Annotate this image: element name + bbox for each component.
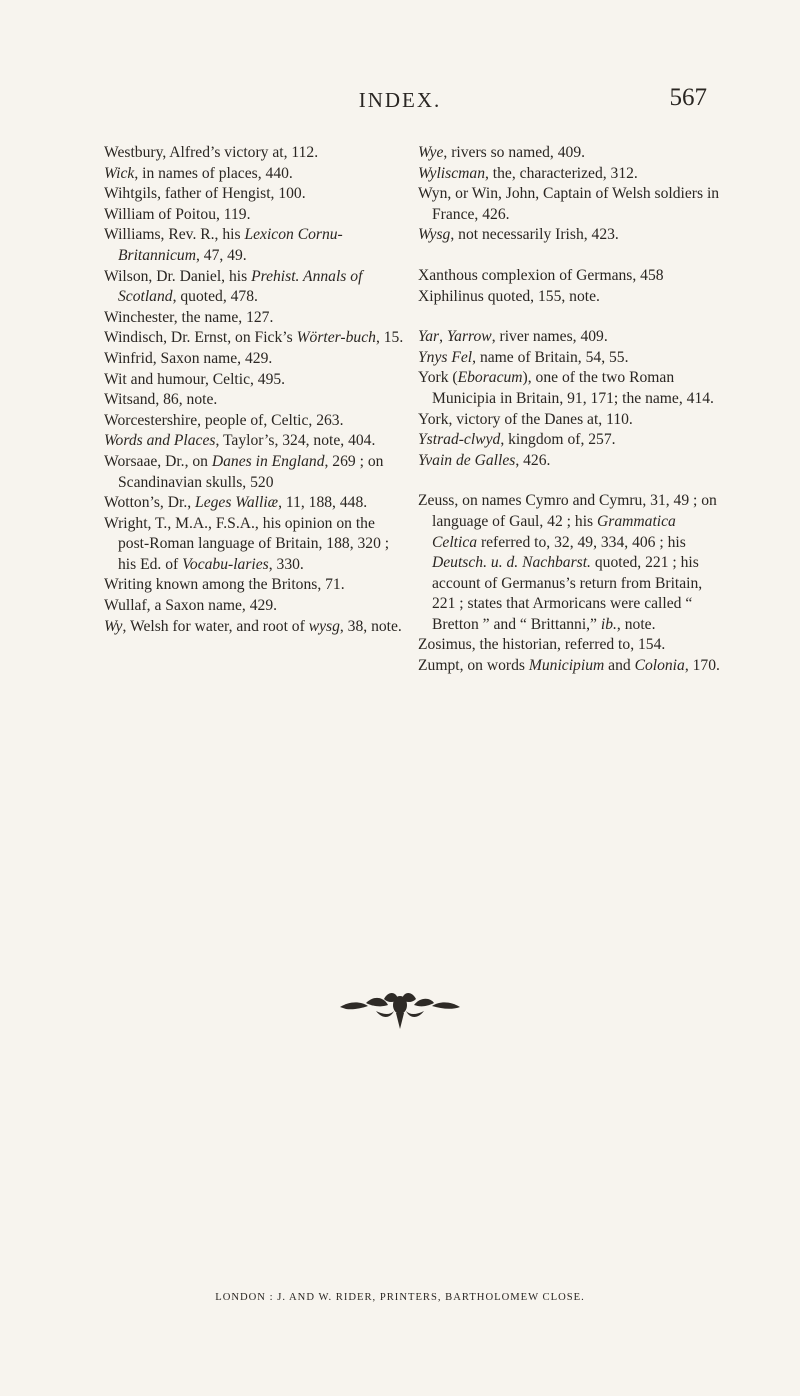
index-entry [418,430,720,451]
entry-text: Winfrid, Saxon name, 429. [104,349,273,367]
entry-text: Worcestershire, people of, Celtic, 263. [104,411,344,429]
entry-text: Wotton’s, Dr., [104,494,196,512]
entry-text: , name of Britain, 54, 55. [472,348,629,366]
entry-text: , 269 ; on Scandinavian skulls, 520 [118,452,384,491]
entry-text: Zeuss, on names Cymro and Cymru, 31, 49 ; on language of Gaul, 42 ; his [418,492,717,530]
entry-text: , not necessarily Irish, 423. [450,226,619,244]
entry-italic-text: Yarrow [446,328,492,346]
index-entry [104,308,406,329]
entry-text: Writing known among the Britons, 71. [104,576,345,594]
entry-italic-text: Grammatica Celtica [432,512,676,551]
entry-text: ), one of the two Roman Municipia in Britain, 91, 171; the name, 414. [432,369,714,407]
index-entry [104,390,406,411]
index-entry [418,656,720,677]
index-entry [104,225,406,266]
entry-italic-text: Vocabu-laries [182,555,269,573]
entry-italic-text: Yar [418,328,440,346]
entry-text: , 330. [268,555,304,573]
entry-text: Williams, Rev. R., his [104,226,245,244]
entry-italic-text: ib. [600,615,617,633]
entry-italic-text: Ynys Fel [418,348,473,366]
entry-italic-text: Danes in England [211,452,325,470]
index-entry [104,493,406,514]
letter-group-gap [418,307,720,327]
entry-italic-text: Colonia [634,657,685,675]
index-entry [104,205,406,226]
entry-text: , [439,328,447,346]
printer-imprint: LONDON : J. AND W. RIDER, PRINTERS, BARTHOLOMEW CLOSE. [215,1292,585,1303]
index-entry [104,452,406,493]
entry-text: , 15. [375,329,404,347]
entry-text: York ( [418,369,458,387]
entry-italic-text: Wick [104,164,135,182]
entry-text: Wyn, or Win, John, Captain of Welsh soldiers in France, 426. [418,185,720,223]
entry-text: Westbury, Alfred’s victory at, 112. [104,144,319,161]
index-entry [104,370,406,391]
entry-italic-text: wysg [308,617,340,635]
letter-group-gap [418,246,720,266]
index-columns [104,143,720,677]
entry-text: , 11, 188, 448. [278,494,368,512]
index-entry [418,451,720,472]
entry-italic-text: Prehist. Annals of Scotland [118,267,363,306]
entry-text: , 170. [684,657,720,675]
index-entry [418,491,720,635]
entry-italic-text: Ystrad-clwyd [418,431,501,449]
entry-text: , 38, note. [339,617,402,635]
entry-text: Zumpt, on words [418,657,529,675]
entry-text: and [604,657,635,675]
index-entry [104,164,406,185]
entry-text: , Welsh for water, and root of [122,617,309,635]
entry-text: , river names, 409. [491,328,608,346]
entry-italic-text: Municipium [528,657,605,675]
index-entry [104,267,406,308]
index-entry [104,575,406,596]
running-title: INDEX. [358,88,442,112]
entry-text: Wullaf, a Saxon name, 429. [104,597,278,615]
entry-italic-text: Words and Places [104,432,216,450]
left-column [104,143,406,677]
entry-text: Xiphilinus quoted, 155, note. [418,287,600,305]
entry-text: quoted, 221 ; his account of Germanus’s return from Britain, 221 ; states that Armoricans were called “ Bretton ” and “ Brittanni,” [432,554,703,633]
page-header [0,84,800,118]
entry-italic-text: Yvain de Galles [418,451,516,469]
entry-text: , quoted, 478. [172,288,258,306]
entry-italic-text: Eboracum [457,369,523,387]
letter-group-gap [418,471,720,491]
index-entry [104,514,406,576]
entry-text: Worsaae, Dr., on [104,452,212,470]
index-entry [418,635,720,656]
entry-text: Witsand, 86, note. [104,391,218,409]
entry-italic-text: Leges Walliæ [195,494,279,512]
entry-text: , in names of places, 440. [134,164,293,182]
index-entry [104,143,406,164]
entry-italic-text: Wysg [418,226,451,244]
entry-text: Wit and humour, Celtic, 495. [104,370,286,388]
index-entry [104,596,406,617]
index-entry [418,327,720,348]
entry-text: Windisch, Dr. Ernst, on Fick’s [104,329,297,347]
entry-text: , 47, 49. [195,246,247,264]
right-column [418,143,720,677]
index-entry [418,143,720,164]
entry-italic-text: Wyliscman [418,164,485,182]
entry-italic-text: Wörter-buch [296,329,376,347]
index-entry [418,164,720,185]
entry-text: Winchester, the name, 127. [104,308,274,326]
entry-text: William of Poitou, 119. [104,205,251,223]
entry-text: , note. [616,615,656,633]
index-entry [418,184,720,225]
entry-italic-text: Wye [418,144,444,161]
entry-text: Xanthous complexion of Germans, 458 [418,266,664,284]
page-number: 567 [669,84,707,111]
index-entry [104,328,406,349]
entry-text: Zosimus, the historian, referred to, 154. [418,636,666,654]
index-entry [418,348,720,369]
index-entry [104,411,406,432]
entry-text: York, victory of the Danes at, 110. [418,410,633,428]
tailpiece-ornament-icon [336,985,464,1031]
entry-text: Wright, T., M.A., F.S.A., his opinion on the post-Roman language of Britain, 188, 320 ; his Ed. of [104,514,390,573]
index-entry [418,266,720,287]
entry-text: Wilson, Dr. Daniel, his [104,267,252,285]
entry-text: , the, characterized, 312. [485,164,638,182]
entry-italic-text: Lexicon Cornu-Britannicum [118,226,343,264]
index-entry [104,184,406,205]
entry-text: , rivers so named, 409. [443,144,586,161]
index-entry [418,410,720,431]
entry-text: , Taylor’s, 324, note, 404. [215,432,376,450]
entry-italic-text: Wy [104,617,123,635]
entry-italic-text: Deutsch. u. d. Nachbarst. [432,554,591,572]
index-entry [418,287,720,308]
entry-text: referred to, 32, 49, 334, 406 ; his [477,533,686,551]
index-entry [104,617,406,638]
index-entry [104,431,406,452]
index-entry [104,349,406,370]
entry-text: , kingdom of, 257. [500,431,616,449]
index-entry [418,225,720,246]
entry-text: Wihtgils, father of Hengist, 100. [104,185,306,203]
index-entry [418,368,720,409]
entry-text: , 426. [515,451,551,469]
